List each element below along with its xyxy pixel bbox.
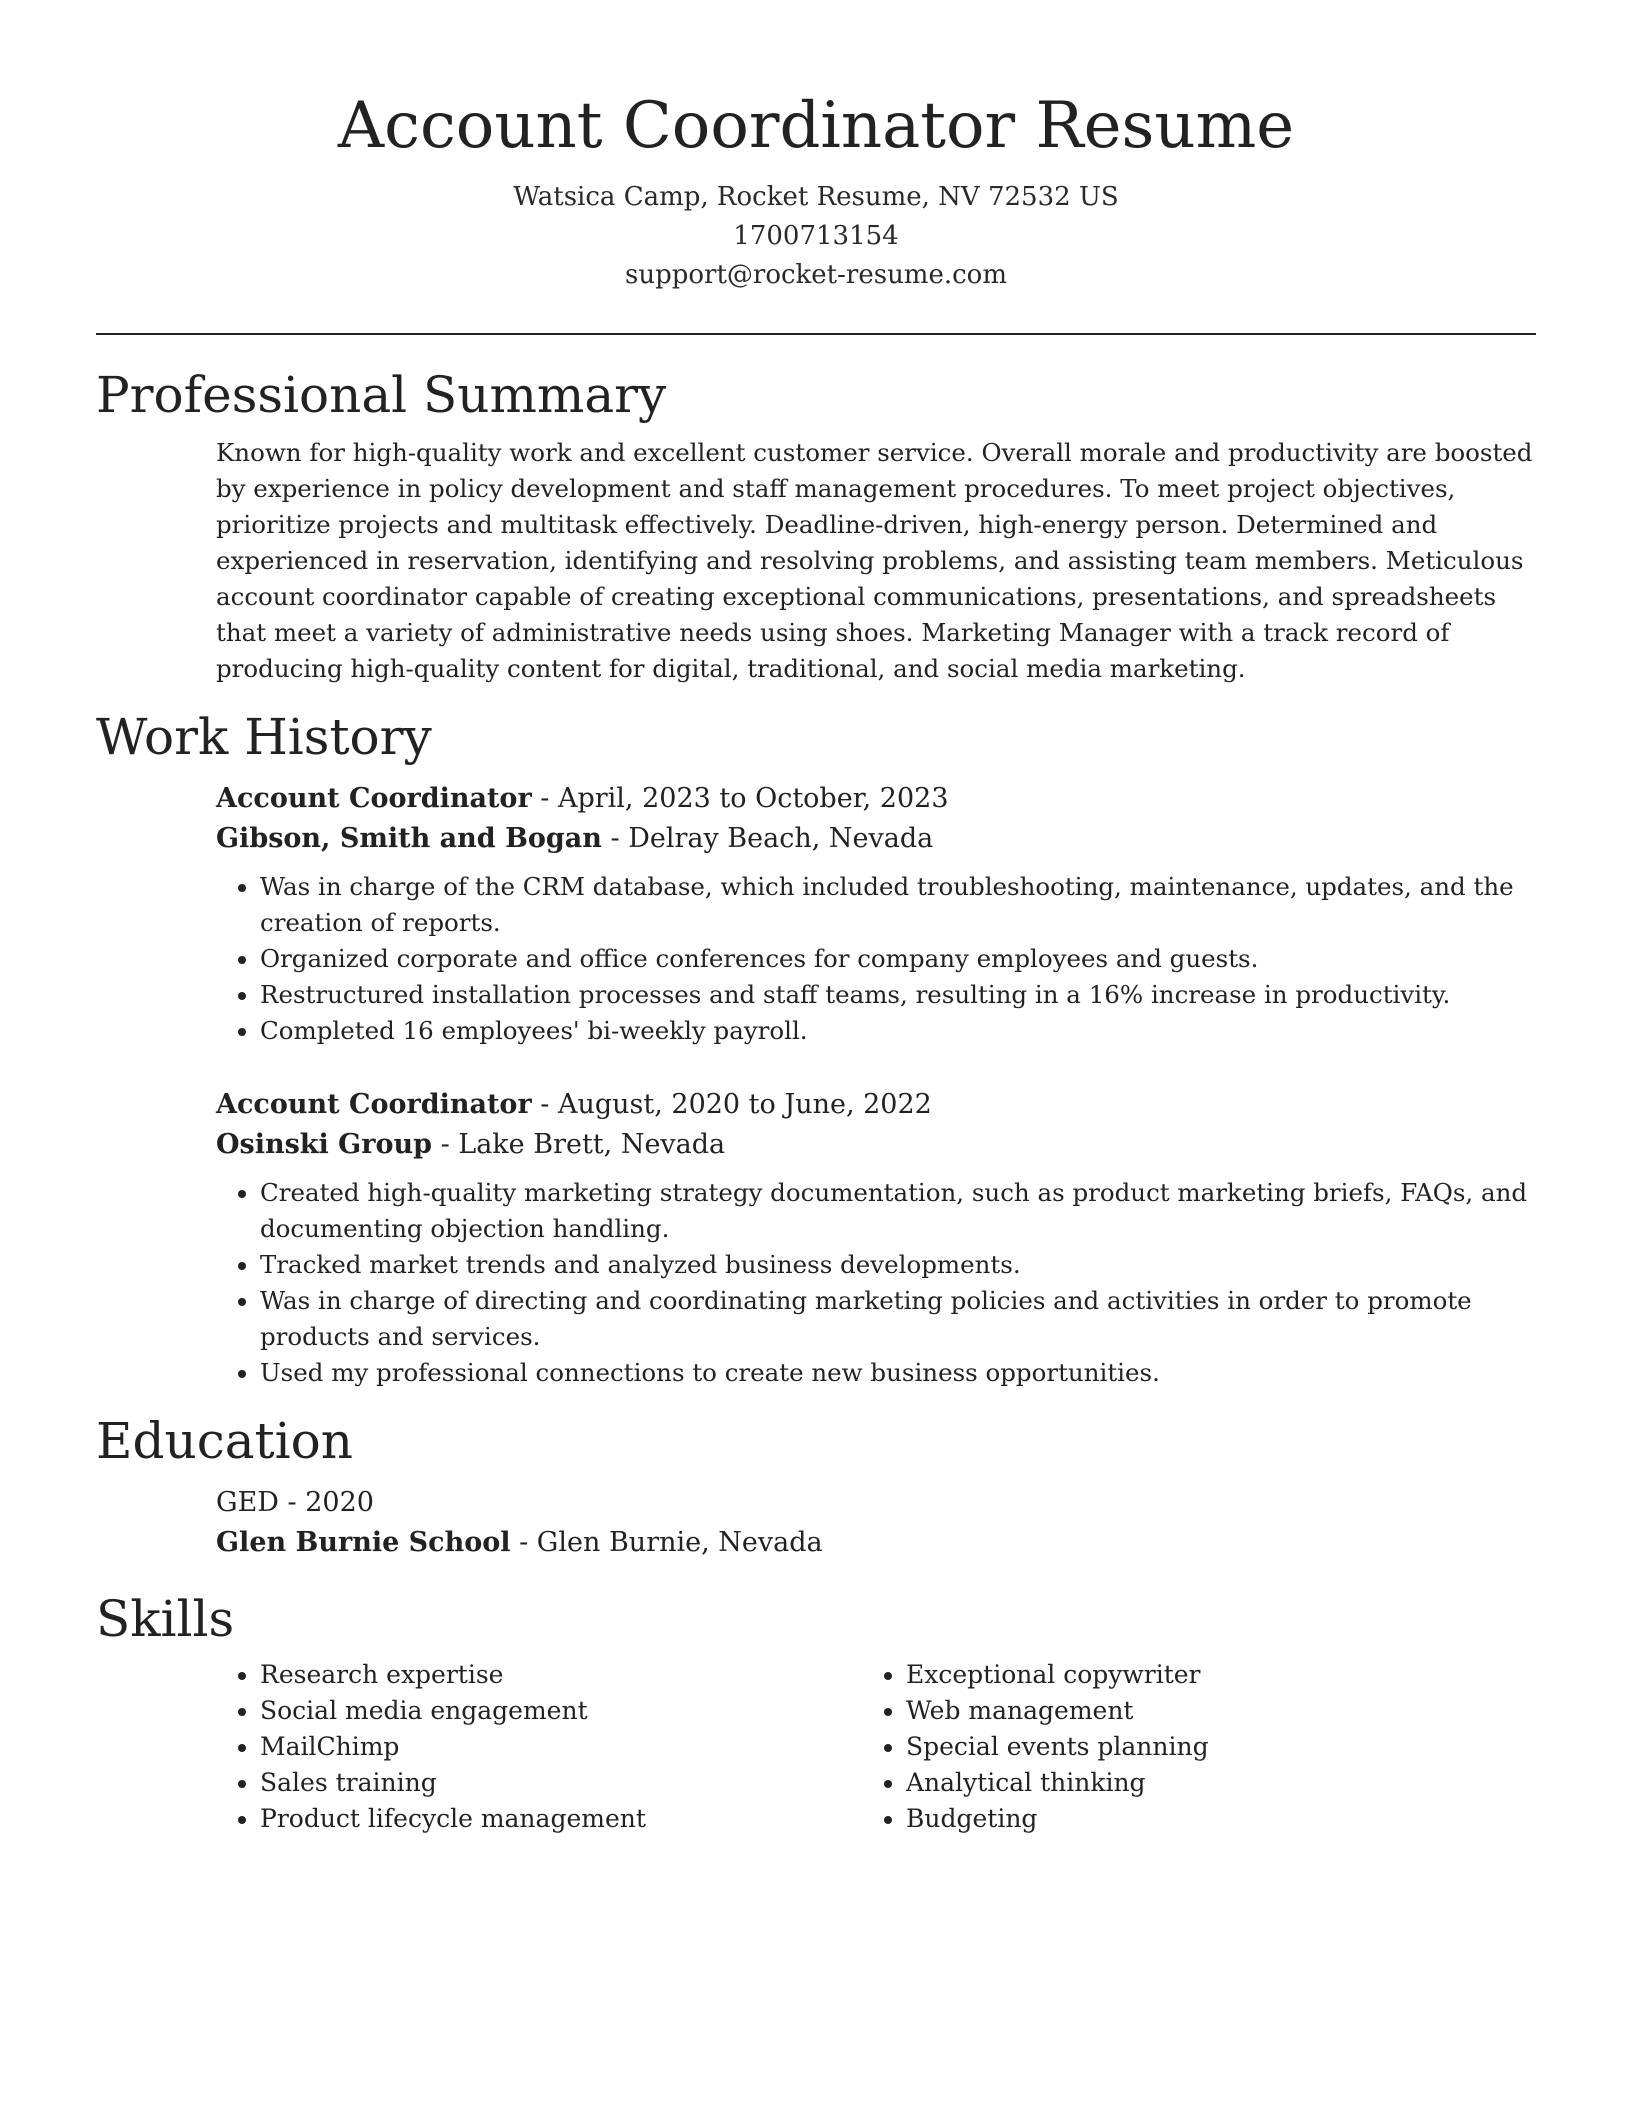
job-title-line xyxy=(216,1085,1536,1125)
list-item: • Product lifecycle management xyxy=(260,1801,862,1837)
education-heading: Education xyxy=(96,1412,353,1470)
job-dates: - August, 2020 to June, 2022 xyxy=(531,1089,932,1120)
skills-heading: Skills xyxy=(96,1590,235,1648)
list-item: • Exceptional copywriter xyxy=(906,1657,1508,1693)
contact-phone: 1700713154 xyxy=(733,221,899,251)
job-title: Account Coordinator xyxy=(216,783,532,814)
job-company: Osinski Group xyxy=(216,1129,432,1160)
job-title: Account Coordinator xyxy=(216,1089,532,1120)
summary-text: Known for high-quality work and excellent customer service. Overall morale and productivity are boosted by experience in policy development and staff management procedures. To meet project objectives, prioritize projects and multitask effectively. Deadline-driven, high-energy person. Determined and experienced in reservation, identifying and resolving problems, and assisting team members. Meticulous account coordinator capable of creating exceptional communications, presentations, and spreadsheets that meet a variety of administrative needs using shoes. Marketing Manager with a track record of producing high-quality content for digital, traditional, and social media marketing. xyxy=(216,438,1533,683)
job-entry xyxy=(216,1085,1536,1391)
summary-heading: Professional Summary xyxy=(96,366,667,424)
job-duties-list xyxy=(216,869,1536,1049)
job-dates: - April, 2023 to October, 2023 xyxy=(531,783,949,814)
job-entry xyxy=(216,779,1536,1049)
work-history-section xyxy=(96,707,1536,1391)
summary-section xyxy=(96,365,1536,687)
job-company-line xyxy=(216,1125,1536,1165)
list-item: • Organized corporate and office conferences for company employees and guests. xyxy=(260,941,1536,977)
page-title: Account Coordinator Resume xyxy=(337,89,1295,163)
list-item: • Research expertise xyxy=(260,1657,862,1693)
skills-grid xyxy=(216,1657,1536,1837)
contact-info xyxy=(96,178,1536,295)
list-item: • Was in charge of directing and coordinating marketing policies and activities in order to promote products and services. xyxy=(260,1283,1536,1355)
work-history-heading: Work History xyxy=(96,708,432,766)
list-item: • MailChimp xyxy=(260,1729,862,1765)
header-divider xyxy=(96,333,1536,335)
contact-address: Watsica Camp, Rocket Resume, NV 72532 US xyxy=(513,182,1119,212)
education-degree: GED - 2020 xyxy=(216,1487,374,1518)
list-item: • Created high-quality marketing strategy documentation, such as product marketing briefs, FAQs, and documenting objection handling. xyxy=(260,1175,1536,1247)
list-item: • Web management xyxy=(906,1693,1508,1729)
education-school: Glen Burnie School xyxy=(216,1527,511,1558)
list-item: • Was in charge of the CRM database, which included troubleshooting, maintenance, updates, and the creation of reports. xyxy=(260,869,1536,941)
education-location: - Glen Burnie, Nevada xyxy=(510,1527,823,1558)
list-item: • Analytical thinking xyxy=(906,1765,1508,1801)
list-item: • Restructured installation processes and staff teams, resulting in a 16% increase in productivity. xyxy=(260,977,1536,1013)
skills-section xyxy=(96,1589,1536,1837)
list-item: • Budgeting xyxy=(906,1801,1508,1837)
list-item: • Used my professional connections to create new business opportunities. xyxy=(260,1355,1536,1391)
job-duties-list xyxy=(216,1175,1536,1391)
job-company-line xyxy=(216,819,1536,859)
contact-email: support@rocket-resume.com xyxy=(624,260,1007,290)
job-location: - Delray Beach, Nevada xyxy=(601,823,934,854)
skills-list-left xyxy=(216,1657,862,1837)
resume-header xyxy=(96,0,1536,295)
list-item: • Completed 16 employees' bi-weekly payroll. xyxy=(260,1013,1536,1049)
list-item: • Special events planning xyxy=(906,1729,1508,1765)
list-item: • Tracked market trends and analyzed business developments. xyxy=(260,1247,1536,1283)
education-school-line xyxy=(216,1523,1536,1563)
list-item: • Sales training xyxy=(260,1765,862,1801)
job-company: Gibson, Smith and Bogan xyxy=(216,823,602,854)
education-section xyxy=(96,1411,1536,1563)
list-item: • Social media engagement xyxy=(260,1693,862,1729)
skills-list-right xyxy=(862,1657,1508,1837)
job-title-line xyxy=(216,779,1536,819)
job-location: - Lake Brett, Nevada xyxy=(431,1129,726,1160)
